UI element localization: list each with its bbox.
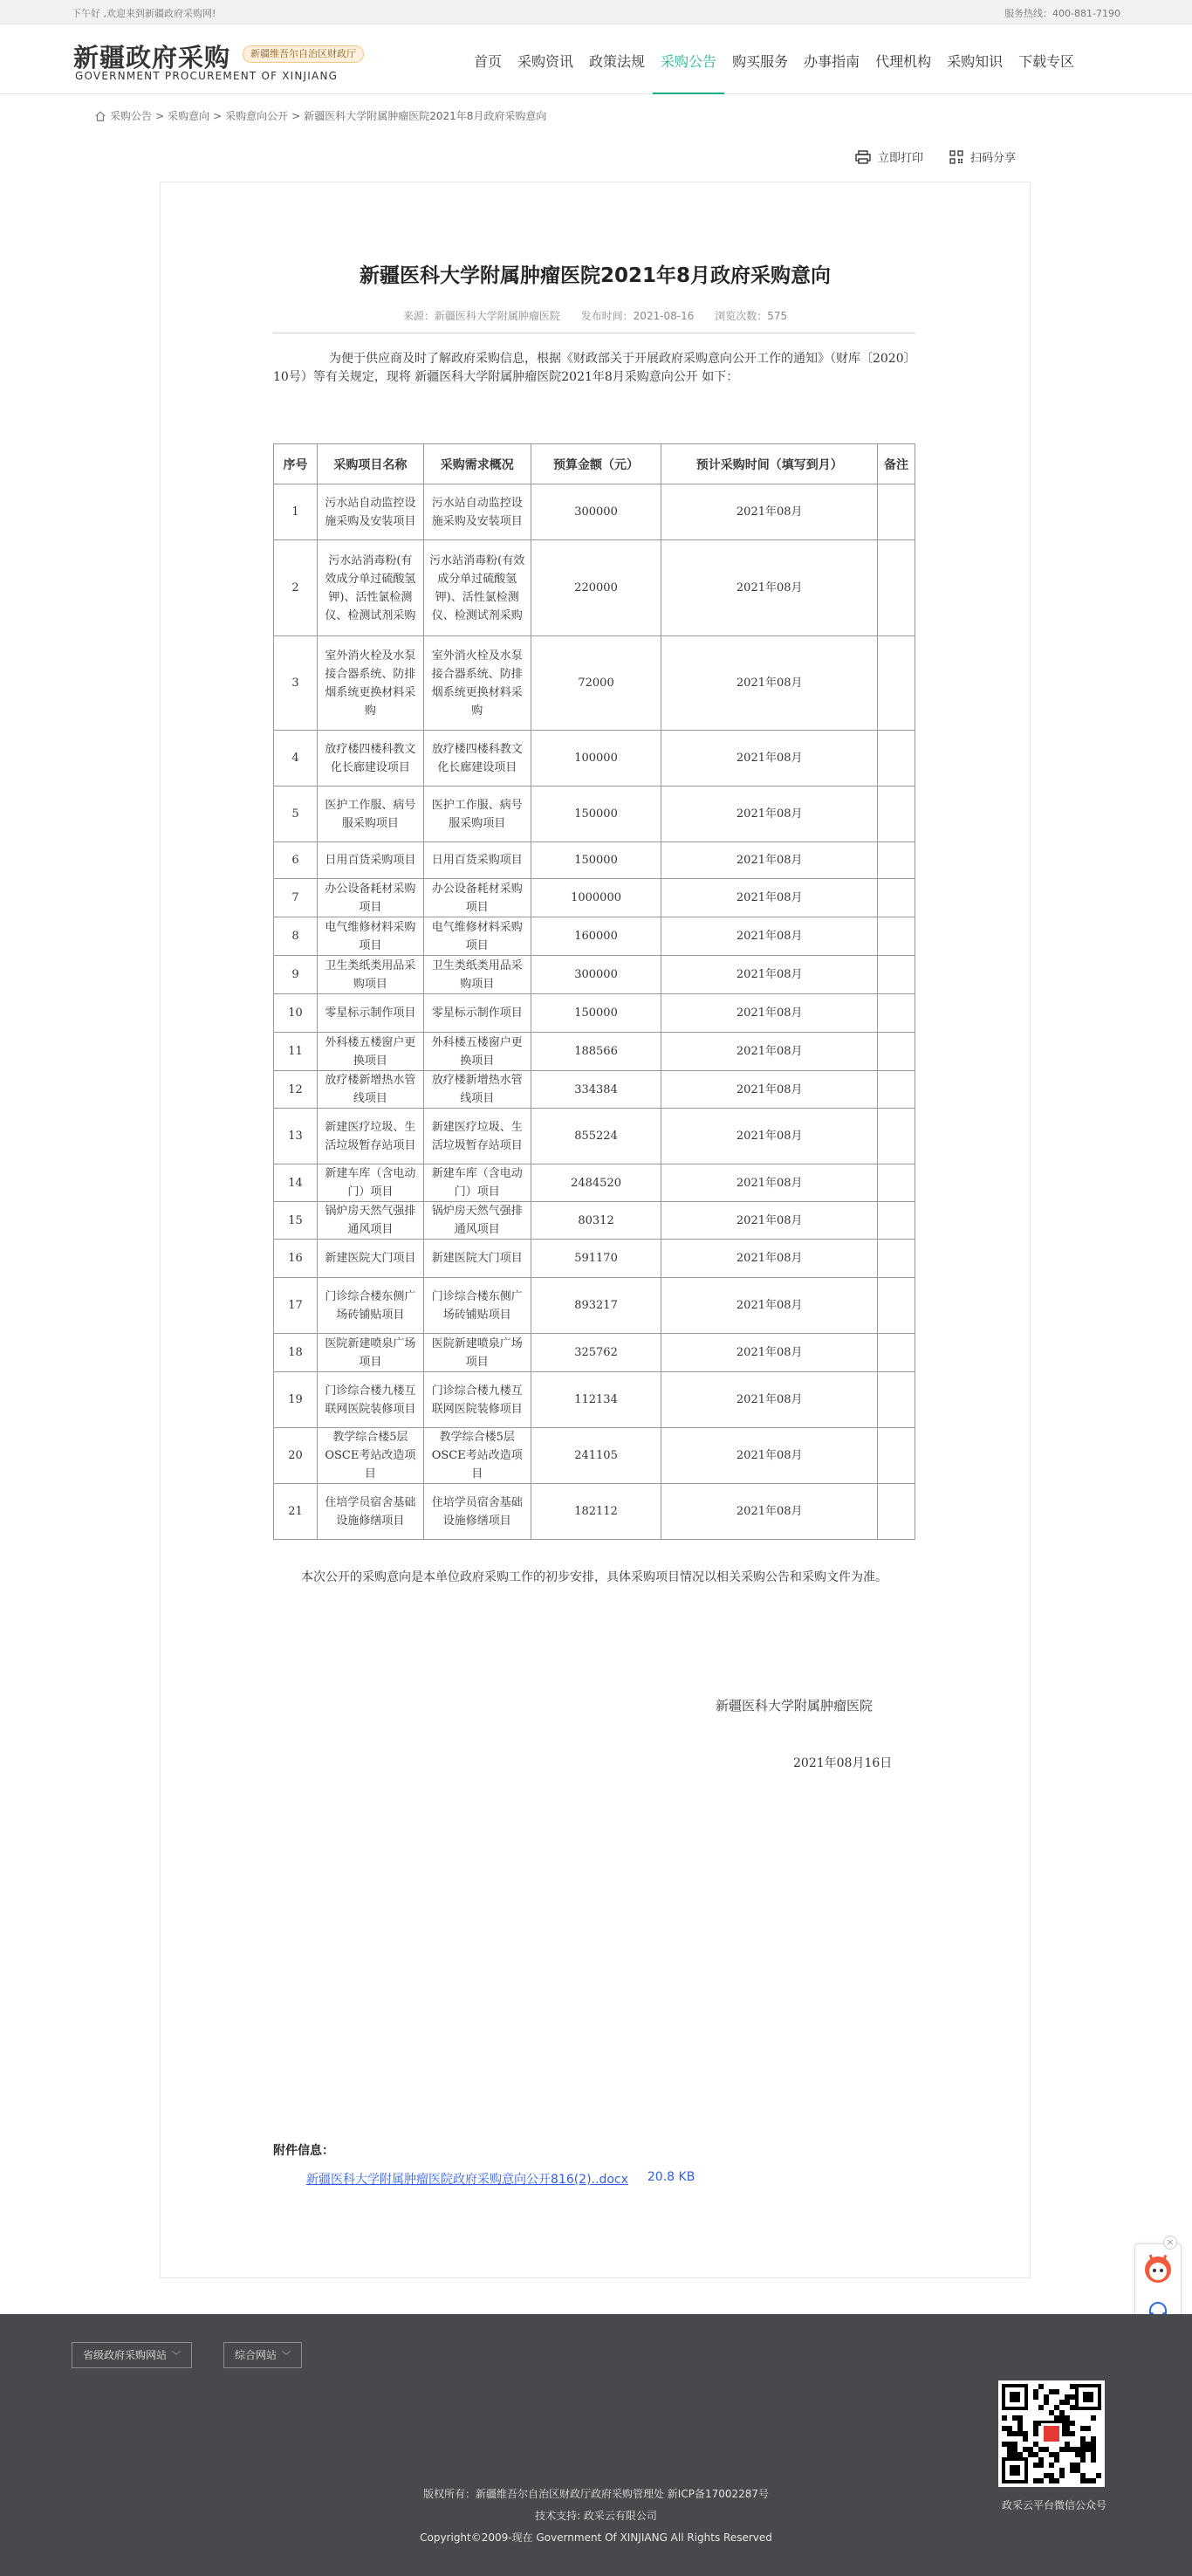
breadcrumb-item[interactable]: 采购意向 [168, 110, 210, 122]
main-nav [466, 24, 1082, 94]
cell-time: 2021年08月 [661, 1109, 878, 1164]
procurement-table [273, 443, 915, 1540]
cell-name: 污水站消毒粉(有效成分单过硫酸氢钾)、活性氯检测仪、检测试剂采购 [317, 540, 423, 636]
cell-note [878, 1164, 915, 1202]
share-label: 扫码分享 [969, 152, 1016, 165]
cell-note [878, 1278, 915, 1334]
chevron-down-icon: ﹀ [282, 2352, 291, 2361]
attachment-link[interactable]: 新疆医科大学附属肿瘤医院政府采购意向公开816(2)..docx [306, 2173, 628, 2187]
table-row [274, 1428, 915, 1484]
cell-time: 2021年08月 [661, 1033, 878, 1071]
signature-org: 新疆医科大学附属肿瘤医院 [716, 1698, 873, 1714]
footer-copyright-owner: 版权所有：新疆维吾尔自治区财政厅政府采购管理处 新ICP备17002287号 [422, 2488, 770, 2500]
table-row [274, 1033, 915, 1071]
table-row [274, 994, 915, 1033]
breadcrumb-item[interactable]: 采购公告 [110, 110, 153, 122]
cell-desc: 外科楼五楼窗户更换项目 [423, 1033, 531, 1071]
cell-no: 9 [274, 956, 318, 994]
home-icon[interactable] [94, 110, 106, 122]
top-bar [0, 0, 1192, 24]
table-row [274, 879, 915, 917]
cell-note [878, 917, 915, 956]
cell-desc: 教学综合楼5层OSCE考站改造项目 [423, 1428, 531, 1484]
cell-no: 1 [274, 484, 318, 540]
cell-name: 室外消火栓及水泵接合器系统、防排烟系统更换材料采购 [317, 636, 423, 731]
mascot-icon[interactable] [1140, 2250, 1176, 2287]
welcome-text: 下午好 ,欢迎来到新疆政府采购网! [72, 8, 216, 19]
table-row [274, 1334, 915, 1372]
dept-badge: 新疆维吾尔自治区财政厅 [243, 45, 364, 63]
cell-name: 门诊综合楼东侧广场砖铺贴项目 [317, 1278, 423, 1334]
table-row [274, 540, 915, 636]
cell-budget: 182112 [531, 1484, 661, 1540]
breadcrumb-separator: > [155, 109, 165, 122]
cell-note [878, 540, 915, 636]
nav-item[interactable]: 采购资讯 [517, 53, 574, 70]
cell-time: 2021年08月 [661, 540, 878, 636]
cell-no: 17 [274, 1278, 318, 1334]
footer-copyright: Copyright©2009-现在 Government Of XINJIANG All Rights Reserved [420, 2531, 772, 2544]
col-header-desc: 采购需求概况 [423, 444, 531, 484]
province-sites-label: 省级政府采购网站 [83, 2349, 168, 2361]
cell-note [878, 1202, 915, 1240]
qr-code-image [1002, 2384, 1101, 2483]
nav-item[interactable]: 政策法规 [589, 53, 646, 70]
cell-name: 日用百货采购项目 [317, 842, 423, 879]
wechat-qr-code [998, 2380, 1105, 2487]
table-row [274, 1278, 915, 1334]
breadcrumb [94, 108, 546, 123]
cell-desc: 医护工作服、病号服采购项目 [423, 787, 531, 842]
cell-desc: 卫生类纸类用品采购项目 [423, 956, 531, 994]
cell-desc: 污水站自动监控设施采购及安装项目 [423, 484, 531, 540]
cell-name: 锅炉房天然气强排通风项目 [317, 1202, 423, 1240]
cell-budget: 300000 [531, 956, 661, 994]
cell-desc: 放疗楼新增热水管线项目 [423, 1071, 531, 1109]
cell-note [878, 1428, 915, 1484]
cell-time: 2021年08月 [661, 636, 878, 731]
cell-desc: 新建车库（含电动门）项目 [423, 1164, 531, 1202]
cell-desc: 住培学员宿舍基础设施修缮项目 [423, 1484, 531, 1540]
province-sites-select[interactable] [72, 2342, 192, 2368]
site-footer [0, 2314, 1192, 2576]
cell-desc: 日用百货采购项目 [423, 842, 531, 879]
table-row [274, 731, 915, 787]
article-intro: 为便于供应商及时了解政府采购信息，根据《财政部关于开展政府采购意向公开工作的通知》（财库〔2020〕10号）等有关规定，现将 新疆医科大学附属肿瘤医院2021年8月采购意向公开 如下： [273, 352, 910, 384]
cell-time: 2021年08月 [661, 787, 878, 842]
table-row [274, 1109, 915, 1164]
cell-note [878, 787, 915, 842]
cell-desc: 零星标示制作项目 [423, 994, 531, 1033]
cell-note [878, 1033, 915, 1071]
site-logo-subtitle: GOVERNMENT PROCUREMENT OF XINJIANG [75, 70, 339, 82]
signature-date: 2021年08月16日 [793, 1756, 893, 1770]
footer-tech-support: 技术支持: 政采云有限公司 [535, 2510, 657, 2522]
cell-note [878, 1240, 915, 1278]
cell-budget: 893217 [531, 1278, 661, 1334]
cell-note [878, 731, 915, 787]
cell-time: 2021年08月 [661, 731, 878, 787]
site-logo-title[interactable]: 新疆政府采购 [73, 43, 231, 72]
cell-desc: 门诊综合楼东侧广场砖铺贴项目 [423, 1278, 531, 1334]
cell-no: 10 [274, 994, 318, 1033]
cell-no: 3 [274, 636, 318, 731]
cell-no: 16 [274, 1240, 318, 1278]
cell-name: 污水站自动监控设施采购及安装项目 [317, 484, 423, 540]
cell-note [878, 1334, 915, 1372]
cell-name: 外科楼五楼窗户更换项目 [317, 1033, 423, 1071]
nav-item[interactable]: 采购公告 [653, 24, 724, 94]
hotline-text: 服务热线：400-881-7190 [1004, 8, 1120, 19]
table-row [274, 917, 915, 956]
share-button[interactable] [949, 148, 1016, 165]
cell-budget: 72000 [531, 636, 661, 731]
article-outro: 本次公开的采购意向是本单位政府采购工作的初步安排，具体采购项目情况以相关采购公告和采购文件为准。 [301, 1570, 887, 1584]
cell-name: 新建医院大门项目 [317, 1240, 423, 1278]
cell-name: 医院新建喷泉广场项目 [317, 1334, 423, 1372]
cell-note [878, 1484, 915, 1540]
article-views: 浏览次数：575 [715, 310, 788, 322]
cell-name: 电气维修材料采购项目 [317, 917, 423, 956]
table-body [274, 484, 915, 1540]
cell-budget: 100000 [531, 731, 661, 787]
cell-budget: 150000 [531, 842, 661, 879]
nav-item[interactable]: 首页 [474, 53, 503, 70]
cell-time: 2021年08月 [661, 1071, 878, 1109]
col-header-no: 序号 [274, 444, 318, 484]
cell-name: 教学综合楼5层OSCE考站改造项目 [317, 1428, 423, 1484]
table-row [274, 484, 915, 540]
cell-time: 2021年08月 [661, 1428, 878, 1484]
cell-note [878, 1109, 915, 1164]
cell-budget: 325762 [531, 1334, 661, 1372]
cell-time: 2021年08月 [661, 842, 878, 879]
cell-time: 2021年08月 [661, 1372, 878, 1428]
cell-budget: 2484520 [531, 1164, 661, 1202]
cell-desc: 门诊综合楼九楼互联网医院装修项目 [423, 1372, 531, 1428]
article-card [160, 182, 1031, 2278]
cell-time: 2021年08月 [661, 879, 878, 917]
cell-time: 2021年08月 [661, 1240, 878, 1278]
table-row [274, 842, 915, 879]
breadcrumb-separator: > [291, 109, 301, 122]
cell-note [878, 879, 915, 917]
cell-no: 19 [274, 1372, 318, 1428]
cell-time: 2021年08月 [661, 484, 878, 540]
table-row [274, 636, 915, 731]
breadcrumb-separator: > [213, 109, 223, 122]
cell-no: 8 [274, 917, 318, 956]
cell-name: 住培学员宿舍基础设施修缮项目 [317, 1484, 423, 1540]
cell-name: 办公设备耗材采购项目 [317, 879, 423, 917]
cell-budget: 334384 [531, 1071, 661, 1109]
cell-desc: 新建医疗垃圾、生活垃圾暂存站项目 [423, 1109, 531, 1164]
table-header-row [274, 444, 915, 484]
cell-budget: 591170 [531, 1240, 661, 1278]
nav-item[interactable]: 下载专区 [1018, 53, 1075, 70]
cell-name: 新建车库（含电动门）项目 [317, 1164, 423, 1202]
cell-time: 2021年08月 [661, 1484, 878, 1540]
cell-note [878, 1372, 915, 1428]
breadcrumb-item[interactable]: 新疆医科大学附属肿瘤医院2021年8月政府采购意向 [304, 110, 547, 122]
cell-time: 2021年08月 [661, 1278, 878, 1334]
cell-budget: 188566 [531, 1033, 661, 1071]
site-header [0, 24, 1192, 94]
cell-no: 21 [274, 1484, 318, 1540]
table-row [274, 1484, 915, 1540]
attachment-item [306, 2170, 695, 2188]
printer-icon [855, 150, 871, 164]
cell-budget: 150000 [531, 787, 661, 842]
cell-name: 新建医疗垃圾、生活垃圾暂存站项目 [317, 1109, 423, 1164]
cell-budget: 112134 [531, 1372, 661, 1428]
cell-desc: 室外消火栓及水泵接合器系统、防排烟系统更换材料采购 [423, 636, 531, 731]
cell-time: 2021年08月 [661, 956, 878, 994]
table-row [274, 1071, 915, 1109]
nav-item[interactable]: 采购知识 [947, 53, 1004, 70]
cell-no: 4 [274, 731, 318, 787]
cell-no: 11 [274, 1033, 318, 1071]
print-label: 立即打印 [877, 152, 923, 165]
close-icon[interactable]: × [1163, 2236, 1177, 2250]
col-header-note: 备注 [878, 444, 915, 484]
cell-name: 放疗楼四楼科教文化长廊建设项目 [317, 731, 423, 787]
cell-no: 5 [274, 787, 318, 842]
print-button[interactable] [855, 148, 923, 165]
table-row [274, 1164, 915, 1202]
article-meta [161, 308, 1030, 323]
table-row [274, 1372, 915, 1428]
cell-desc: 新建医院大门项目 [423, 1240, 531, 1278]
qr-caption: 政采云平台微信公众号 [1001, 2499, 1106, 2511]
general-sites-label: 综合网站 [235, 2349, 277, 2361]
cell-no: 6 [274, 842, 318, 879]
cell-time: 2021年08月 [661, 1334, 878, 1372]
col-header-name: 采购项目名称 [317, 444, 423, 484]
breadcrumb-item[interactable]: 采购意向公开 [225, 110, 289, 122]
cell-note [878, 956, 915, 994]
article-tools [829, 148, 1016, 165]
qr-icon [949, 150, 963, 164]
cell-time: 2021年08月 [661, 994, 878, 1033]
attachment-size: 20.8 KB [647, 2170, 695, 2184]
nav-item[interactable]: 办事指南 [804, 53, 860, 70]
nav-item[interactable]: 购买服务 [732, 53, 789, 70]
table-row [274, 787, 915, 842]
table-row [274, 956, 915, 994]
cell-no: 7 [274, 879, 318, 917]
cell-name: 医护工作服、病号服采购项目 [317, 787, 423, 842]
cell-name: 门诊综合楼九楼互联网医院装修项目 [317, 1372, 423, 1428]
cell-no: 18 [274, 1334, 318, 1372]
col-header-time: 预计采购时间（填写到月） [661, 444, 878, 484]
cell-budget: 220000 [531, 540, 661, 636]
cell-note [878, 994, 915, 1033]
cell-time: 2021年08月 [661, 1202, 878, 1240]
article-title: 新疆医科大学附属肿瘤医院2021年8月政府采购意向 [359, 264, 832, 287]
attachments-title: 附件信息： [273, 2144, 334, 2158]
cell-time: 2021年08月 [661, 1164, 878, 1202]
chevron-down-icon: ﹀ [172, 2352, 182, 2361]
cell-time: 2021年08月 [661, 917, 878, 956]
cell-note [878, 484, 915, 540]
cell-name: 放疗楼新增热水管线项目 [317, 1071, 423, 1109]
cell-note [878, 1071, 915, 1109]
cell-desc: 锅炉房天然气强排通风项目 [423, 1202, 531, 1240]
cell-budget: 150000 [531, 994, 661, 1033]
cell-desc: 放疗楼四楼科教文化长廊建设项目 [423, 731, 531, 787]
article-publish-time: 发布时间：2021-08-16 [580, 310, 695, 322]
cell-budget: 855224 [531, 1109, 661, 1164]
cell-budget: 80312 [531, 1202, 661, 1240]
cell-name: 卫生类纸类用品采购项目 [317, 956, 423, 994]
cell-budget: 160000 [531, 917, 661, 956]
cell-desc: 医院新建喷泉广场项目 [423, 1334, 531, 1372]
cell-name: 零星标示制作项目 [317, 994, 423, 1033]
cell-desc: 办公设备耗材采购项目 [423, 879, 531, 917]
cell-no: 2 [274, 540, 318, 636]
cell-desc: 电气维修材料采购项目 [423, 917, 531, 956]
table-row [274, 1202, 915, 1240]
cell-budget: 241105 [531, 1428, 661, 1484]
cell-desc: 污水站消毒粉(有效成分单过硫酸氢钾)、活性氯检测仪、检测试剂采购 [423, 540, 531, 636]
cell-note [878, 842, 915, 879]
cell-no: 14 [274, 1164, 318, 1202]
table-row [274, 1240, 915, 1278]
col-header-budget: 预算金额（元） [531, 444, 661, 484]
article-source: 来源：新疆医科大学附属肿瘤医院 [402, 310, 560, 322]
cell-note [878, 636, 915, 731]
cell-no: 15 [274, 1202, 318, 1240]
cell-budget: 1000000 [531, 879, 661, 917]
cell-budget: 300000 [531, 484, 661, 540]
general-sites-select[interactable] [223, 2342, 302, 2368]
cell-no: 13 [274, 1109, 318, 1164]
nav-item[interactable]: 代理机构 [875, 53, 932, 70]
cell-no: 20 [274, 1428, 318, 1484]
cell-no: 12 [274, 1071, 318, 1109]
